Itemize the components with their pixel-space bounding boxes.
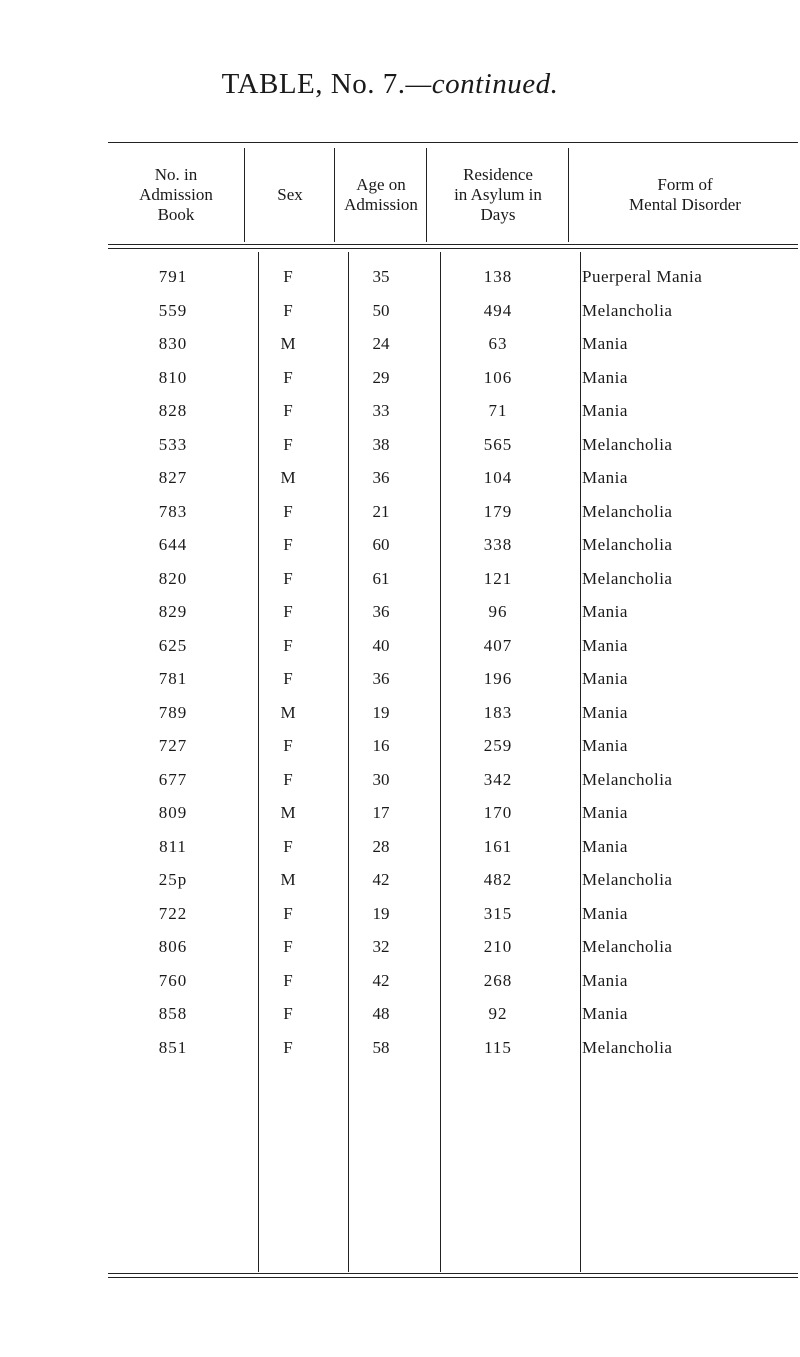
cell-admission-no: 533: [158, 434, 188, 454]
cell-residence-days: 494: [483, 300, 513, 320]
cell-residence-days: 106: [483, 367, 513, 387]
cell-sex: F: [283, 367, 293, 387]
cell-age: 36: [372, 669, 390, 688]
table-row: [0, 763, 800, 796]
cell-age: 35: [372, 267, 390, 286]
cell-residence-days: 482: [483, 870, 513, 889]
cell-sex: F: [283, 669, 293, 688]
cell-mental-disorder: Melancholia: [582, 568, 673, 588]
table-row: [0, 461, 800, 494]
cell-admission-no: 677: [158, 769, 188, 789]
table-row: [0, 897, 800, 930]
header-age-on-admission: Age on Admission: [344, 175, 418, 214]
cell-residence-days: 63: [488, 334, 508, 353]
cell-mental-disorder: Mania: [582, 803, 628, 822]
header-divider: [334, 148, 335, 242]
cell-sex: F: [283, 903, 293, 923]
header-form-of-mental-disorder: Form of Mental Disorder: [629, 175, 741, 214]
cell-mental-disorder: Mania: [582, 669, 628, 688]
cell-age: 17: [372, 803, 390, 822]
cell-admission-no: 791: [158, 267, 188, 286]
cell-admission-no: 811: [159, 836, 187, 856]
cell-mental-disorder: Melancholia: [582, 937, 673, 956]
cell-age: 48: [372, 1004, 390, 1023]
cell-admission-no: 25p: [158, 870, 188, 889]
cell-residence-days: 407: [483, 635, 513, 655]
cell-age: 24: [372, 334, 390, 353]
cell-mental-disorder: Melancholia: [582, 501, 673, 521]
cell-age: 60: [372, 535, 390, 554]
header-divider: [244, 148, 245, 242]
cell-admission-no: 625: [158, 635, 188, 655]
cell-admission-no: 828: [158, 401, 188, 420]
cell-age: 36: [372, 468, 390, 487]
cell-residence-days: 161: [483, 836, 513, 856]
cell-mental-disorder: Mania: [582, 401, 628, 420]
cell-mental-disorder: Melancholia: [582, 1037, 673, 1057]
cell-admission-no: 829: [158, 602, 188, 621]
cell-sex: F: [283, 568, 293, 588]
cell-age: 30: [372, 769, 390, 789]
cell-mental-disorder: Mania: [582, 836, 628, 856]
cell-mental-disorder: Mania: [582, 903, 628, 923]
cell-mental-disorder: Mania: [582, 367, 628, 387]
cell-sex: F: [283, 736, 293, 755]
table-row: [0, 796, 800, 829]
header-no-in-admission-book: No. in Admission Book: [139, 165, 213, 224]
header-residence-in-asylum: Residence in Asylum in Days: [454, 165, 542, 224]
cell-mental-disorder: Melancholia: [582, 434, 673, 454]
table-row: [0, 997, 800, 1030]
bottom-rule-1: [108, 1273, 798, 1274]
cell-admission-no: 727: [158, 736, 188, 755]
cell-residence-days: 268: [483, 970, 513, 990]
cell-age: 32: [372, 937, 390, 956]
cell-sex: F: [283, 836, 293, 856]
cell-residence-days: 96: [488, 602, 508, 621]
cell-residence-days: 71: [488, 401, 508, 420]
cell-sex: F: [283, 401, 293, 420]
cell-admission-no: 781: [158, 669, 188, 688]
cell-sex: F: [283, 1004, 293, 1023]
page-title: [0, 68, 780, 101]
cell-sex: F: [283, 937, 293, 956]
cell-admission-no: 851: [158, 1037, 188, 1057]
cell-age: 33: [372, 401, 390, 420]
cell-sex: F: [283, 602, 293, 621]
cell-residence-days: 259: [483, 736, 513, 755]
cell-mental-disorder: Mania: [582, 334, 628, 353]
cell-residence-days: 183: [483, 702, 513, 722]
header-divider: [568, 148, 569, 242]
cell-sex: M: [280, 702, 296, 722]
cell-sex: M: [280, 870, 296, 889]
cell-age: 28: [372, 836, 390, 856]
cell-mental-disorder: Mania: [582, 702, 628, 722]
cell-residence-days: 92: [488, 1004, 508, 1023]
cell-residence-days: 104: [483, 468, 513, 487]
cell-mental-disorder: Puerperal Mania: [582, 267, 703, 286]
bottom-rule-2: [108, 1277, 798, 1278]
cell-mental-disorder: Mania: [582, 602, 628, 621]
table-row: [0, 595, 800, 628]
cell-admission-no: 760: [158, 970, 188, 990]
cell-residence-days: 210: [483, 937, 513, 956]
cell-residence-days: 138: [483, 267, 513, 286]
table-row: [0, 830, 800, 863]
cell-residence-days: 196: [483, 669, 513, 688]
cell-sex: F: [283, 434, 293, 454]
cell-mental-disorder: Mania: [582, 635, 628, 655]
cell-age: 19: [372, 903, 390, 923]
table-row: [0, 528, 800, 561]
cell-age: 50: [372, 300, 390, 320]
cell-mental-disorder: Mania: [582, 970, 628, 990]
cell-admission-no: 810: [158, 367, 188, 387]
cell-admission-no: 722: [158, 903, 188, 923]
cell-admission-no: 783: [158, 501, 188, 521]
cell-residence-days: 179: [483, 501, 513, 521]
cell-mental-disorder: Melancholia: [582, 300, 673, 320]
cell-admission-no: 827: [158, 468, 188, 487]
cell-sex: M: [280, 468, 296, 487]
header-rule-2: [108, 248, 798, 249]
cell-residence-days: 121: [483, 568, 513, 588]
cell-age: 21: [372, 501, 390, 521]
table-row: [0, 863, 800, 896]
cell-sex: F: [283, 1037, 293, 1057]
table-row: [0, 662, 800, 695]
cell-age: 19: [372, 702, 390, 722]
cell-age: 38: [372, 434, 390, 454]
cell-residence-days: 115: [484, 1037, 512, 1057]
cell-admission-no: 809: [158, 803, 188, 822]
table-row: [0, 294, 800, 327]
cell-age: 61: [372, 568, 390, 588]
cell-mental-disorder: Melancholia: [582, 535, 673, 554]
table-row: [0, 260, 800, 293]
cell-admission-no: 820: [158, 568, 188, 588]
cell-admission-no: 830: [158, 334, 188, 353]
cell-age: 58: [372, 1037, 390, 1057]
title-sub: —continued.: [405, 68, 559, 100]
cell-sex: F: [283, 267, 293, 286]
cell-admission-no: 789: [158, 702, 188, 722]
cell-age: 36: [372, 602, 390, 621]
cell-admission-no: 858: [158, 1004, 188, 1023]
cell-admission-no: 559: [158, 300, 188, 320]
table-row: [0, 361, 800, 394]
cell-residence-days: 315: [483, 903, 513, 923]
cell-age: 16: [372, 736, 390, 755]
top-rule: [108, 142, 798, 143]
cell-mental-disorder: Mania: [582, 1004, 628, 1023]
table-row: [0, 696, 800, 729]
table-row: [0, 394, 800, 427]
cell-age: 40: [372, 635, 390, 655]
cell-mental-disorder: Mania: [582, 736, 628, 755]
cell-admission-no: 644: [158, 535, 188, 554]
cell-residence-days: 565: [483, 434, 513, 454]
table-row: [0, 327, 800, 360]
cell-sex: F: [283, 635, 293, 655]
cell-sex: F: [283, 300, 293, 320]
cell-residence-days: 342: [483, 769, 513, 789]
cell-sex: F: [283, 970, 293, 990]
table-row: [0, 629, 800, 662]
cell-sex: F: [283, 501, 293, 521]
header-sex: Sex: [277, 185, 303, 204]
cell-age: 42: [372, 870, 390, 889]
cell-sex: M: [280, 334, 296, 353]
cell-sex: F: [283, 535, 293, 554]
cell-sex: M: [280, 803, 296, 822]
cell-sex: F: [283, 769, 293, 789]
cell-mental-disorder: Mania: [582, 468, 628, 487]
cell-mental-disorder: Melancholia: [582, 870, 673, 889]
table-row: [0, 428, 800, 461]
table-row: [0, 1031, 800, 1064]
table-row: [0, 729, 800, 762]
table-row: [0, 562, 800, 595]
cell-age: 29: [372, 367, 390, 387]
cell-residence-days: 170: [483, 803, 513, 822]
table-row: [0, 930, 800, 963]
cell-residence-days: 338: [483, 535, 513, 554]
title-main: TABLE, No. 7.: [221, 68, 406, 100]
cell-age: 42: [372, 970, 390, 990]
table-row: [0, 495, 800, 528]
cell-mental-disorder: Melancholia: [582, 769, 673, 789]
cell-admission-no: 806: [158, 937, 188, 956]
table-row: [0, 964, 800, 997]
header-divider: [426, 148, 427, 242]
